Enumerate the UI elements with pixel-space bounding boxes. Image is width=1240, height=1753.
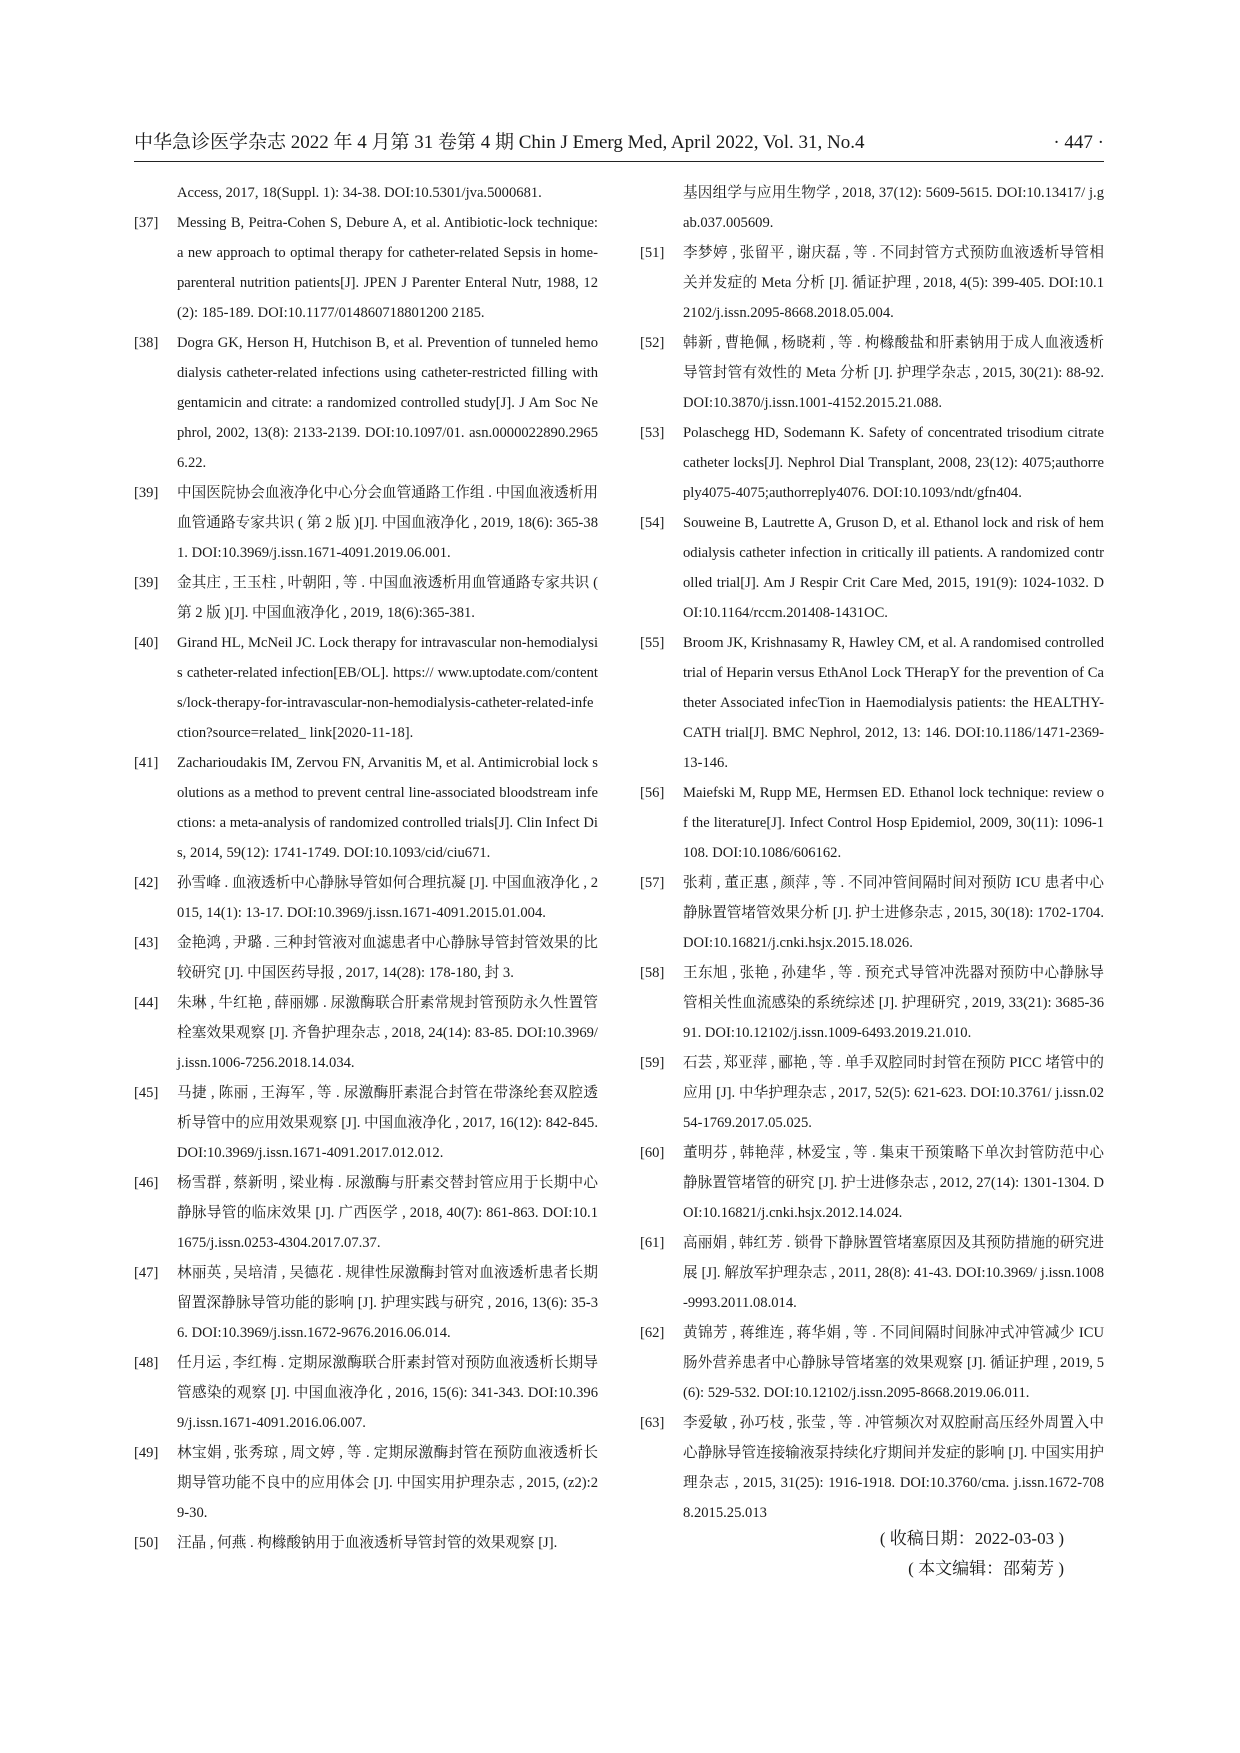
reference-entry xyxy=(640,1318,1104,1408)
reference-text: 杨雪群 , 蔡新明 , 梁业梅 . 尿激酶与肝素交替封管应用于长期中心静脉导管的临床效果 [J]. 广西医学 , 2018, 40(7): 861-863. DOI:10.11675/j.issn.0253-4304.2017.07.37. xyxy=(177,1175,598,1251)
reference-text: 任月运 , 李红梅 . 定期尿激酶联合肝素封管对预防血液透析长期导管感染的观察 [J]. 中国血液净化 , 2016, 15(6): 341-343. DOI:10.3969/j.issn.1671-4091.2016.06.007. xyxy=(177,1355,598,1431)
reference-number: [48] xyxy=(134,1355,159,1371)
reference-entry xyxy=(134,748,598,868)
reference-text: 朱琳 , 牛红艳 , 薛丽娜 . 尿激酶联合肝素常规封管预防永久性置管栓塞效果观察 [J]. 齐鲁护理杂志 , 2018, 24(14): 83-85. DOI:10.3969/j.issn.1006-7256.2018.14.034. xyxy=(177,995,598,1071)
reference-text: 高丽娟 , 韩红芳 . 锁骨下静脉置管堵塞原因及其预防措施的研究进展 [J]. 解放军护理杂志 , 2011, 28(8): 41-43. DOI:10.3969/ j.issn.1008-9993.2011.08.014. xyxy=(683,1235,1104,1311)
reference-number: [39] xyxy=(134,575,159,591)
reference-text: 李梦婷 , 张留平 , 谢庆磊 , 等 . 不同封管方式预防血液透析导管相关并发症的 Meta 分析 [J]. 循证护理 , 2018, 4(5): 399-405. DOI:10.12102/j.issn.2095-8668.2018.05.004. xyxy=(683,245,1104,321)
reference-text: 石芸 , 郑亚萍 , 郦艳 , 等 . 单手双腔同时封管在预防 PICC 堵管中的应用 [J]. 中华护理杂志 , 2017, 52(5): 621-623. DOI:10.3761/ j.issn.0254-1769.2017.05.025. xyxy=(683,1055,1104,1131)
reference-number: [57] xyxy=(640,875,665,891)
reference-text: Souweine B, Lautrette A, Gruson D, et al. Ethanol lock and risk of hemodialysis catheter infection in critically ill patients. A randomized controlled trial[J]. Am J Respir Crit Care Med, 2015, 191(9): 1024-1032. DOI:10.1164/rccm.201408-1431OC. xyxy=(683,515,1104,621)
reference-text: 马捷 , 陈丽 , 王海军 , 等 . 尿激酶肝素混合封管在带涤纶套双腔透析导管中的应用效果观察 [J]. 中国血液净化 , 2017, 16(12): 842-845. DOI:10.3969/j.issn.1671-4091.2017.012.012. xyxy=(177,1085,598,1161)
reference-number: [52] xyxy=(640,335,665,351)
reference-number: [49] xyxy=(134,1445,159,1461)
reference-entry xyxy=(640,328,1104,418)
reference-entry xyxy=(134,178,598,208)
references-left-column xyxy=(134,178,598,1558)
reference-number: [44] xyxy=(134,995,159,1011)
reference-entry xyxy=(134,328,598,478)
reference-number: [38] xyxy=(134,335,159,351)
reference-entry xyxy=(640,1408,1104,1528)
reference-number: [53] xyxy=(640,425,665,441)
reference-text: 董明芬 , 韩艳萍 , 林爱宝 , 等 . 集束干预策略下单次封管防范中心静脉置管堵管的研究 [J]. 护士进修杂志 , 2012, 27(14): 1301-1304. DOI:10.16821/j.cnki.hsjx.2012.14.024. xyxy=(683,1145,1104,1221)
reference-entry xyxy=(134,868,598,928)
reference-entry xyxy=(134,1528,598,1558)
reference-entry xyxy=(134,208,598,328)
reference-entry xyxy=(134,1168,598,1258)
reference-entry xyxy=(134,478,598,568)
reference-entry xyxy=(134,1078,598,1168)
reference-entry xyxy=(134,988,598,1078)
reference-number: [50] xyxy=(134,1535,159,1551)
reference-text: 韩新 , 曹艳佩 , 杨晓莉 , 等 . 枸橼酸盐和肝素钠用于成人血液透析导管封管有效性的 Meta 分析 [J]. 护理学杂志 , 2015, 30(21): 88-92. DOI:10.3870/j.issn.1001-4152.2015.21.088. xyxy=(683,335,1104,411)
reference-number: [62] xyxy=(640,1325,665,1341)
reference-number: [55] xyxy=(640,635,665,651)
reference-entry xyxy=(640,628,1104,778)
reference-entry xyxy=(134,1348,598,1438)
reference-entry xyxy=(640,238,1104,328)
reference-text: 张莉 , 董正惠 , 颜萍 , 等 . 不同冲管间隔时间对预防 ICU 患者中心静脉置管堵管效果分析 [J]. 护士进修杂志 , 2015, 30(18): 1702-1704. DOI:10.16821/j.cnki.hsjx.2015.18.026. xyxy=(683,875,1104,951)
reference-text: Maiefski M, Rupp ME, Hermsen ED. Ethanol lock technique: review of the literature[J]. Infect Control Hosp Epidemiol, 2009, 30(11): 1096-1108. DOI:10.1086/606162. xyxy=(683,785,1104,861)
reference-entry xyxy=(640,1138,1104,1228)
reference-text: 金其庄 , 王玉柱 , 叶朝阳 , 等 . 中国血液透析用血管通路专家共识 ( 第 2 版 )[J]. 中国血液净化 , 2019, 18(6):365-381. xyxy=(177,575,598,621)
header-rule xyxy=(134,161,1104,162)
reference-text: Zacharioudakis IM, Zervou FN, Arvanitis M, et al. Antimicrobial lock solutions as a method to prevent central line-associated bloodstream infections: a meta-analysis of randomized controlled trials[J]. Clin Infect Dis, 2014, 59(12): 1741-1749. DOI:10.1093/cid/ciu671. xyxy=(177,755,598,861)
reference-number: [58] xyxy=(640,965,665,981)
journal-running-title: 中华急诊医学杂志 2022 年 4 月第 31 卷第 4 期 Chin J Emerg Med, April 2022, Vol. 31, No.4 xyxy=(134,132,865,153)
reference-text: 汪晶 , 何燕 . 枸橼酸钠用于血液透析导管封管的效果观察 [J]. xyxy=(177,1535,558,1551)
reference-text: 林宝娟 , 张秀琼 , 周文婷 , 等 . 定期尿激酶封管在预防血液透析长期导管功能不良中的应用体会 [J]. 中国实用护理杂志 , 2015, (z2):29-30. xyxy=(177,1445,598,1521)
reference-text: Messing B, Peitra-Cohen S, Debure A, et al. Antibiotic-lock technique: a new approach to optimal therapy for catheter-related Sepsis in home-parenteral nutrition patients[J]. JPEN J Parenter Enteral Nutr, 1988, 12(2): 185-189. DOI:10.1177/014860718801200 2185. xyxy=(177,215,598,321)
reference-text: 中国医院协会血液净化中心分会血管通路工作组 . 中国血液透析用血管通路专家共识 ( 第 2 版 )[J]. 中国血液净化 , 2019, 18(6): 365-381. DOI:10.3969/j.issn.1671-4091.2019.06.001. xyxy=(177,485,598,561)
running-head xyxy=(134,128,1104,158)
reference-number: [37] xyxy=(134,215,159,231)
reference-entry xyxy=(640,178,1104,238)
reference-entry xyxy=(134,628,598,748)
reference-entry xyxy=(640,418,1104,508)
reference-text: Broom JK, Krishnasamy R, Hawley CM, et al. A randomised controlled trial of Heparin versus EthAnol Lock THerapY for the prevention of Catheter Associated infecTion in Haemodialysis patients: the HEALTHY-CATH trial[J]. BMC Nephrol, 2012, 13: 146. DOI:10.1186/1471-2369-13-146. xyxy=(683,635,1104,771)
reference-entry xyxy=(640,508,1104,628)
reference-text: Access, 2017, 18(Suppl. 1): 34-38. DOI:10.5301/jva.5000681. xyxy=(177,185,542,201)
reference-text: 孙雪峰 . 血液透析中心静脉导管如何合理抗凝 [J]. 中国血液净化 , 2015, 14(1): 13-17. DOI:10.3969/j.issn.1671-4091.2015.01.004. xyxy=(177,875,598,921)
reference-number: [43] xyxy=(134,935,159,951)
reference-text: 基因组学与应用生物学 , 2018, 37(12): 5609-5615. DOI:10.13417/ j.gab.037.005609. xyxy=(683,185,1104,231)
reference-entry xyxy=(640,778,1104,868)
reference-number: [61] xyxy=(640,1235,665,1251)
references-right-column xyxy=(640,178,1104,1528)
reference-entry xyxy=(134,568,598,628)
reference-entry xyxy=(640,958,1104,1048)
reference-text: 王东旭 , 张艳 , 孙建华 , 等 . 预充式导管冲洗器对预防中心静脉导管相关性血流感染的系统综述 [J]. 护理研究 , 2019, 33(21): 3685-3691. DOI:10.12102/j.issn.1009-6493.2019.21.010. xyxy=(683,965,1104,1041)
reference-text: 李爱敏 , 孙巧枝 , 张莹 , 等 . 冲管频次对双腔耐高压经外周置入中心静脉导管连接输液泵持续化疗期间并发症的影响 [J]. 中国实用护理杂志 , 2015, 31(25): 1916-1918. DOI:10.3760/cma. j.issn.1672-7088.2015.25.013 xyxy=(683,1415,1104,1521)
reference-number: [46] xyxy=(134,1175,159,1191)
reference-number: [60] xyxy=(640,1145,665,1161)
reference-number: [59] xyxy=(640,1055,665,1071)
reference-entry xyxy=(640,1048,1104,1138)
reference-number: [42] xyxy=(134,875,159,891)
reference-number: [45] xyxy=(134,1085,159,1101)
reference-entry xyxy=(640,1228,1104,1318)
reference-entry xyxy=(134,1258,598,1348)
reference-number: [40] xyxy=(134,635,159,651)
reference-entry xyxy=(134,1438,598,1528)
page-number: · 447 · xyxy=(1053,132,1104,153)
reference-number: [56] xyxy=(640,785,665,801)
reference-number: [47] xyxy=(134,1265,159,1281)
reference-text: 黄锦芳 , 蒋维连 , 蒋华娟 , 等 . 不同间隔时间脉冲式冲管减少 ICU 肠外营养患者中心静脉导管堵塞的效果观察 [J]. 循证护理 , 2019, 5(6): 529-532. DOI:10.12102/j.issn.2095-8668.2019.06.011. xyxy=(683,1325,1104,1401)
article-notes xyxy=(640,1524,1064,1584)
reference-number: [54] xyxy=(640,515,665,531)
reference-entry xyxy=(134,928,598,988)
reference-number: [41] xyxy=(134,755,159,771)
reference-number: [39] xyxy=(134,485,159,501)
reference-text: Polaschegg HD, Sodemann K. Safety of concentrated trisodium citrate catheter locks[J]. Nephrol Dial Transplant, 2008, 23(12): 4075;authorreply4075-4075;authorreply4076. DOI:10.1093/ndt/gfn404. xyxy=(683,425,1104,501)
reference-text: 林丽英 , 吴培清 , 吴德花 . 规律性尿激酶封管对血液透析患者长期留置深静脉导管功能的影响 [J]. 护理实践与研究 , 2016, 13(6): 35-36. DOI:10.3969/j.issn.1672-9676.2016.06.014. xyxy=(177,1265,598,1341)
reference-text: 金艳鸿 , 尹璐 . 三种封管液对血滤患者中心静脉导管封管效果的比较研究 [J]. 中国医药导报 , 2017, 14(28): 178-180, 封 3. xyxy=(177,935,598,981)
reference-number: [63] xyxy=(640,1415,665,1431)
editor-note: ( 本文编辑：邵菊芳 ) xyxy=(908,1559,1064,1578)
reference-text: Dogra GK, Herson H, Hutchison B, et al. Prevention of tunneled hemodialysis catheter-related infections using catheter-restricted filling with gentamicin and citrate: a randomized controlled study[J]. J Am Soc Nephrol, 2002, 13(8): 2133-2139. DOI:10.1097/01. asn.0000022890.29656.22. xyxy=(177,335,598,471)
received-date: ( 收稿日期：2022-03-03 ) xyxy=(879,1529,1064,1548)
reference-entry xyxy=(640,868,1104,958)
reference-text: Girand HL, McNeil JC. Lock therapy for intravascular non-hemodialysis catheter-related infection[EB/OL]. https:// www.uptodate.com/contents/lock-therapy-for-intravascular-non-hemodialysis-catheter-related-infection?source=related_ link[2020-11-18]. xyxy=(177,635,598,741)
reference-number: [51] xyxy=(640,245,665,261)
